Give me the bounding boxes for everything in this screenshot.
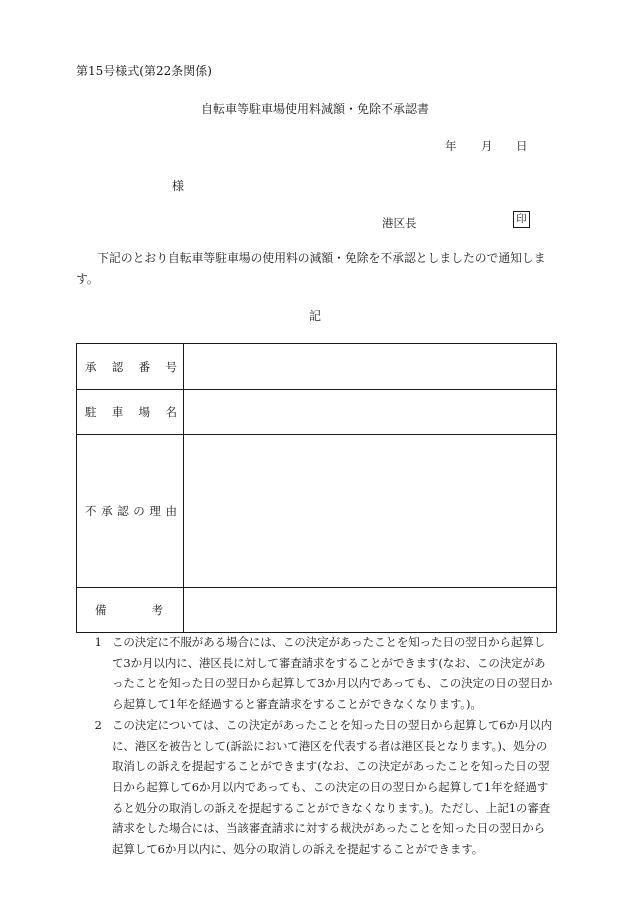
label-char: 号 <box>165 359 177 374</box>
reason-label <box>77 435 184 588</box>
parking-name-value[interactable] <box>184 390 557 435</box>
label-char: 名 <box>165 405 177 419</box>
label-char: 理 <box>149 504 161 518</box>
note-text: この決定に不服がある場合には、この決定があったことを知った日の翌日から起算して3か月以内に、港区長に対して審査請求をすることができます(なお、この決定があったことを知った日の翌日から起算して3か月以内であっても、この決定の日の翌日から起算して1年を経過すると審査請求をすることができなくなります。)。 <box>112 635 553 712</box>
table-row-reason <box>77 435 557 588</box>
label-char: 認 <box>111 359 124 374</box>
info-table <box>76 343 557 633</box>
label-char: の <box>133 504 145 518</box>
date-day-label: 日 <box>516 139 528 153</box>
approval-number-value[interactable] <box>184 344 557 390</box>
label-char: 不 <box>85 504 97 518</box>
note-number: 2 <box>94 717 102 732</box>
label-char: 承 <box>85 359 97 374</box>
notes-section <box>76 632 556 860</box>
reason-value[interactable] <box>184 435 557 588</box>
notice-text: 下記のとおり自転車等駐車場の使用料の減額・免除を不承認としましたので通知します。 <box>76 251 546 286</box>
label-char: 場 <box>138 405 151 419</box>
approval-number-label <box>77 344 184 390</box>
table-row-approval-number <box>77 344 557 390</box>
parking-name-label <box>77 390 184 435</box>
addressee-suffix: 様 <box>172 179 185 193</box>
table-row-remarks <box>77 588 557 633</box>
label-char: 由 <box>165 504 177 518</box>
date-month-label: 月 <box>481 139 493 153</box>
document-title: 自転車等駐車場使用料減額・免除不承認書 <box>200 102 429 116</box>
label-char: 承 <box>101 504 113 518</box>
label-char: 車 <box>111 405 124 419</box>
note-text: この決定については、この決定があったことを知った日の翌日から起算して6か月以内に、港区を被告として(訴訟において港区を代表する者は港区長となります。)、処分の取消しの訴えを提起することができます(なお、この決定があったことを知った日の翌日から起算して6か月以内であっても、この決定の日の翌日から起算して1年を経過すると処分の取消しの訴えを提起することができなくなります。)。ただし、上記1の審査請求をした場合には、当該審査請求に対する裁決があったことを知った日の翌日から起算して6か月以内に、処分の取消しの訴えを提起することができます。 <box>112 717 553 857</box>
label-char: 考 <box>151 603 163 617</box>
record-mark: 記 <box>308 309 321 323</box>
issuer-name: 港区長 <box>382 216 417 230</box>
table-row-parking-name <box>77 390 557 435</box>
note-item <box>76 715 556 860</box>
label-char: 駐 <box>85 405 97 419</box>
seal-mark: 印 <box>513 211 530 228</box>
note-number: 1 <box>94 635 102 649</box>
label-char: 認 <box>117 504 129 518</box>
date-year-label: 年 <box>445 139 457 153</box>
label-char: 番 <box>138 359 151 374</box>
form-number: 第15号様式(第22条関係) <box>76 64 212 78</box>
remarks-value[interactable] <box>184 588 557 633</box>
remarks-label <box>77 588 184 633</box>
label-char: 備 <box>95 603 107 617</box>
note-item <box>76 632 556 715</box>
